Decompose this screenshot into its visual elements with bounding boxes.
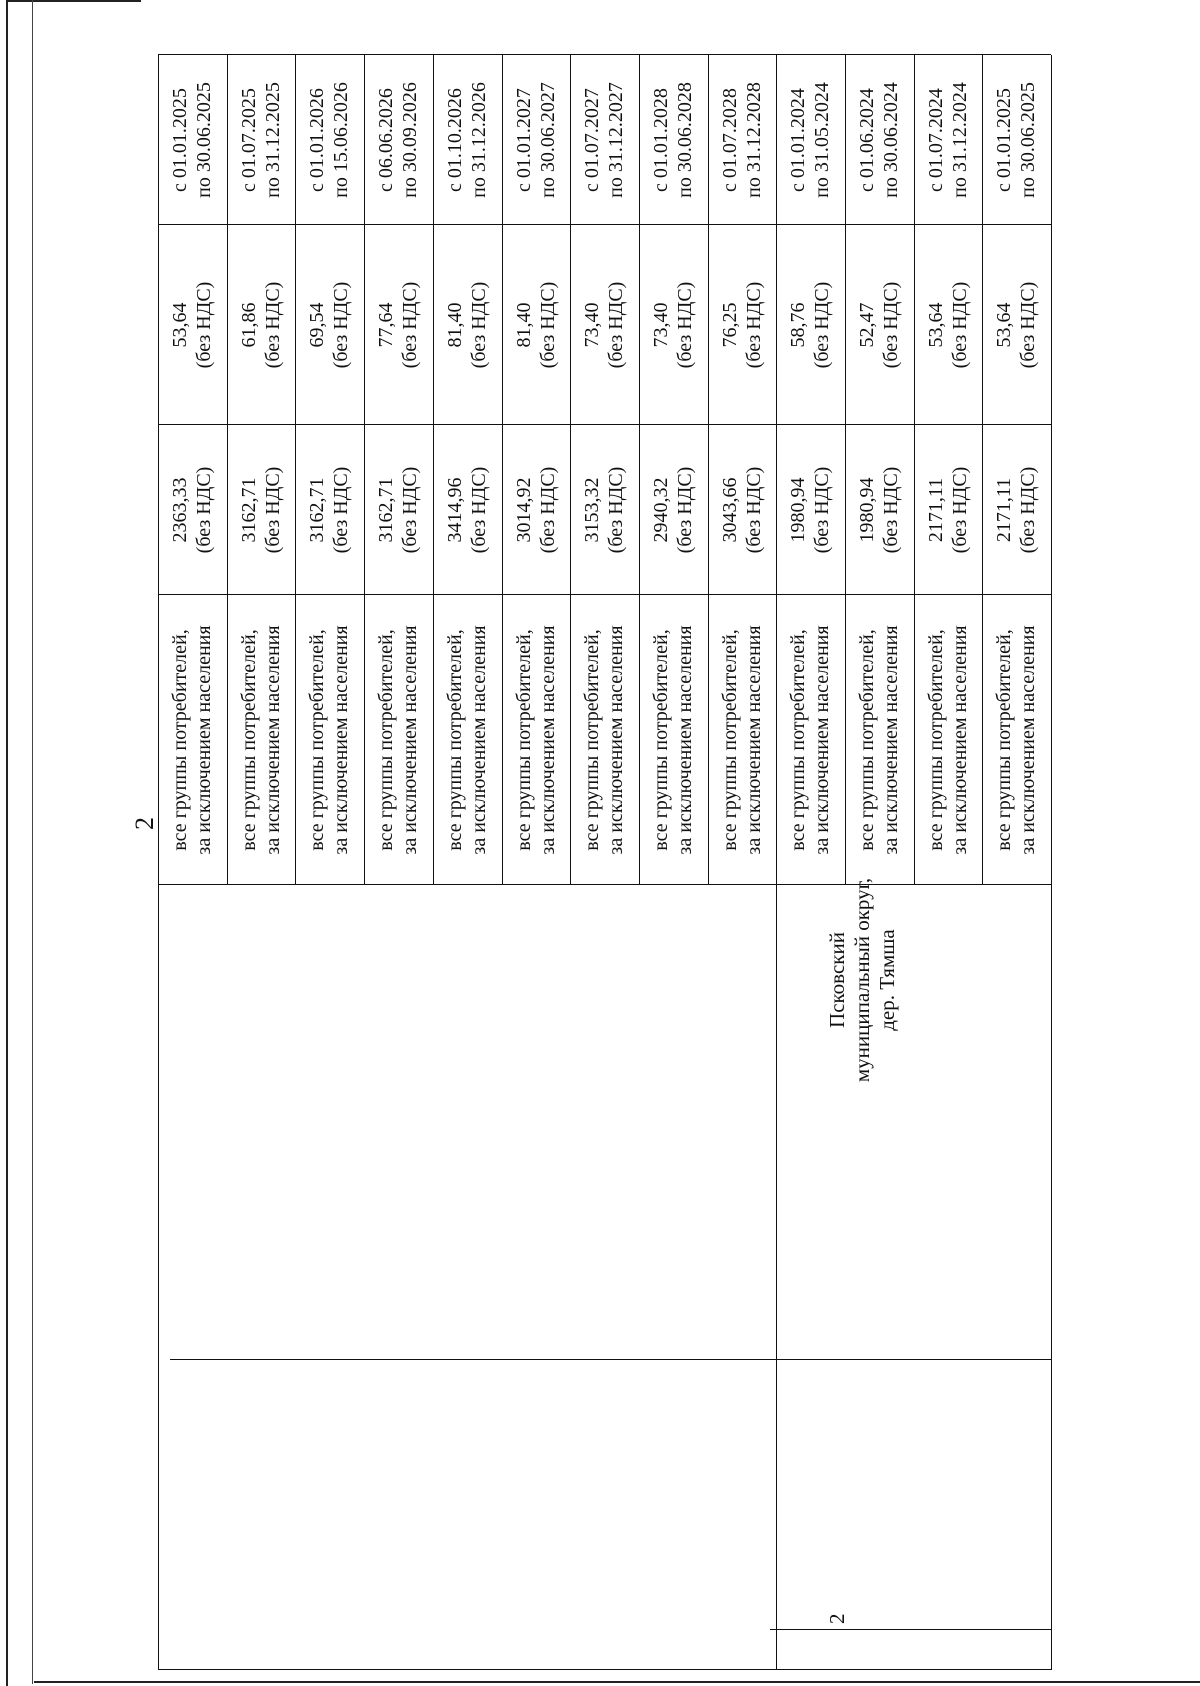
table-rule (639, 225, 640, 885)
cell-line: по 30.06.2025 (193, 82, 215, 198)
cell-line: (без НДС) (467, 466, 490, 554)
tariff-cell (718, 425, 766, 595)
consumer-group-cell (374, 595, 422, 885)
cell-line: с 01.01.2025 (993, 88, 1016, 192)
cell-line: все группы потребителей, (856, 629, 878, 851)
period-cell (924, 55, 972, 225)
cell-line: 69,54 (306, 302, 329, 348)
cell-line: с 01.07.2028 (718, 88, 741, 192)
table-rule (776, 225, 777, 885)
table-rule (708, 225, 709, 885)
cell-line: (без НДС) (811, 466, 834, 554)
table-rule (845, 55, 846, 225)
table-rule (639, 55, 640, 225)
cell-line: 81,40 (443, 302, 466, 348)
period-cell (855, 55, 903, 225)
cell-line: с 06.06.2026 (375, 88, 398, 192)
cell-line: все группы потребителей, (787, 629, 810, 851)
table-rule (570, 55, 571, 225)
cell-line: по 30.06.2027 (536, 82, 559, 198)
cell-line: (без НДС) (467, 281, 490, 369)
tariff-cell (512, 425, 560, 595)
tariff-cell (305, 425, 353, 595)
table-rule (570, 225, 571, 885)
page-border (6, 0, 141, 2)
table-rule (433, 225, 434, 885)
period-cell (374, 55, 422, 225)
cell-line: 2171,11 (924, 477, 947, 543)
cell-line: по 31.05.2024 (811, 82, 834, 198)
cell-line: 3043,66 (718, 477, 741, 543)
cell-line: все группы потребителей, (993, 629, 1016, 851)
cell-line: (без НДС) (399, 466, 422, 554)
consumer-group-cell (443, 595, 491, 885)
tariff-cell (168, 425, 216, 595)
period-cell (305, 55, 353, 225)
table-rule (914, 225, 915, 885)
cell-line: 3162,71 (237, 477, 260, 543)
period-cell (443, 55, 491, 225)
cell-line: за исключением населения (261, 625, 284, 855)
cell-line: (без НДС) (673, 281, 696, 369)
tariff-cell (580, 425, 628, 595)
cell-line: за исключением населения (880, 625, 902, 855)
consumer-group-cell (786, 595, 834, 885)
consumer-group-cell (649, 595, 697, 885)
cell-line: 76,25 (718, 302, 741, 348)
table-rule (776, 55, 777, 225)
cell-line: (без НДС) (811, 281, 834, 369)
cell-line: по 31.12.2027 (605, 82, 628, 198)
cell-line: 1980,94 (787, 477, 810, 543)
table-rule (708, 55, 709, 225)
cell-line: 3162,71 (306, 477, 329, 543)
cell-line: все группы потребителей, (306, 629, 329, 851)
cell-line: с 01.10.2026 (443, 88, 466, 192)
consumer-group-cell (924, 595, 972, 885)
cell-line: (без НДС) (880, 466, 902, 554)
period-cell (718, 55, 766, 225)
rate-cell (374, 225, 422, 425)
table-rule (914, 55, 915, 225)
cell-line: (без НДС) (880, 281, 902, 369)
period-cell (649, 55, 697, 225)
consumer-group-cell (512, 595, 560, 885)
cell-line: по 30.09.2026 (399, 82, 422, 198)
cell-line: за исключением населения (536, 625, 559, 855)
cell-line: с 01.07.2024 (924, 88, 947, 192)
rate-cell (168, 225, 216, 425)
cell-line: (без НДС) (193, 466, 215, 554)
rate-cell (786, 225, 834, 425)
cell-line: 3414,96 (443, 477, 466, 543)
region-line: Псковский (825, 932, 849, 1028)
tariff-table-sheet (130, 82, 1090, 1670)
cell-line: 77,64 (375, 302, 398, 348)
consumer-group-cell (237, 595, 285, 885)
table-rule (776, 885, 777, 1670)
cell-line: все группы потребителей, (649, 629, 672, 851)
cell-line: с 01.07.2027 (581, 88, 604, 192)
cell-line: все группы потребителей, (512, 629, 535, 851)
rate-cell (649, 225, 697, 425)
tariff-cell (855, 425, 903, 595)
cell-line: за исключением населения (1017, 625, 1040, 855)
cell-line: с 01.01.2028 (649, 88, 672, 192)
period-cell (580, 55, 628, 225)
cell-line: по 15.06.2026 (330, 82, 353, 198)
cell-line: 53,64 (924, 302, 947, 348)
cell-line: все группы потребителей, (924, 629, 947, 851)
cell-line: (без НДС) (536, 466, 559, 554)
table-rule (364, 55, 365, 225)
cell-line: 2363,33 (169, 477, 191, 543)
cell-line: с 01.07.2025 (237, 88, 260, 192)
rate-cell (512, 225, 560, 425)
rate-cell (992, 225, 1040, 425)
period-cell (237, 55, 285, 225)
cell-line: по 31.12.2025 (261, 82, 284, 198)
consumer-group-cell (855, 595, 903, 885)
cell-line: все группы потребителей, (375, 629, 398, 851)
cell-line: с 01.01.2027 (512, 88, 535, 192)
table-rule (982, 225, 983, 885)
rate-cell (855, 225, 903, 425)
period-cell (992, 55, 1040, 225)
cell-line: 73,40 (649, 302, 672, 348)
cell-line: все группы потребителей, (581, 629, 604, 851)
rate-cell (924, 225, 972, 425)
consumer-group-cell (718, 595, 766, 885)
cell-line: за исключением населения (605, 625, 628, 855)
cell-line: за исключением населения (467, 625, 490, 855)
cell-line: 58,76 (787, 302, 810, 348)
consumer-group-cell (580, 595, 628, 885)
cell-line: 1980,94 (856, 477, 878, 543)
cell-line: за исключением населения (742, 625, 765, 855)
cell-line: все группы потребителей, (237, 629, 260, 851)
cell-line: 61,86 (237, 302, 260, 348)
cell-line: 3014,92 (512, 477, 535, 543)
page-border (34, 1681, 1200, 1683)
cell-line: с 01.01.2026 (306, 88, 329, 192)
cell-line: с 01.06.2024 (856, 88, 878, 192)
cell-line: (без НДС) (673, 466, 696, 554)
cell-line: по 31.12.2028 (742, 82, 765, 198)
table-rule (364, 225, 365, 885)
cell-line: за исключением населения (399, 625, 422, 855)
table-rule (982, 55, 983, 225)
table-rule (227, 55, 228, 225)
cell-line: по 30.06.2028 (673, 82, 696, 198)
table-rule (158, 55, 159, 225)
cell-line: 73,40 (581, 302, 604, 348)
cell-line: (без НДС) (948, 281, 971, 369)
rate-cell (718, 225, 766, 425)
table-rule (845, 225, 846, 885)
table-rule (170, 1359, 1051, 1360)
page-border (6, 0, 8, 1686)
cell-line: все группы потребителей, (718, 629, 741, 851)
cell-line: по 31.12.2024 (948, 82, 971, 198)
cell-line: (без НДС) (605, 281, 628, 369)
period-cell (786, 55, 834, 225)
cell-line: 2940,32 (649, 477, 672, 543)
cell-line: по 30.06.2024 (880, 82, 902, 198)
row-number: 2 (825, 1613, 849, 1624)
rate-cell (443, 225, 491, 425)
cell-line: 2171,11 (993, 477, 1016, 543)
table-rule (502, 55, 503, 225)
region-line: муниципальный округ, (850, 877, 874, 1083)
table-rule (295, 225, 296, 885)
cell-line: 3162,71 (375, 477, 398, 543)
cell-line: (без НДС) (742, 281, 765, 369)
cell-line: 81,40 (512, 302, 535, 348)
cell-line: (без НДС) (193, 281, 215, 369)
cell-line: 3153,32 (581, 477, 604, 543)
rate-cell (580, 225, 628, 425)
cell-line: (без НДС) (605, 466, 628, 554)
tariff-cell (237, 425, 285, 595)
tariff-cell (374, 425, 422, 595)
cell-line: за исключением населения (948, 625, 971, 855)
cell-line: (без НДС) (330, 466, 353, 554)
cell-line: (без НДС) (399, 281, 422, 369)
cell-line: (без НДС) (330, 281, 353, 369)
cell-line: (без НДС) (1017, 466, 1040, 554)
page-number: 2 (130, 817, 159, 830)
cell-line: (без НДС) (261, 281, 284, 369)
cell-line: за исключением населения (811, 625, 834, 855)
cell-line: за исключением населения (673, 625, 696, 855)
cell-line: все группы потребителей, (443, 629, 466, 851)
table-rule (227, 225, 228, 885)
tariff-cell (786, 425, 834, 595)
region-cell (825, 860, 900, 1100)
cell-line: 52,47 (856, 302, 878, 348)
cell-line: с 01.01.2025 (169, 88, 191, 192)
table-rule (1051, 55, 1052, 225)
cell-line: за исключением населения (193, 625, 215, 855)
cell-line: по 30.06.2025 (1017, 82, 1040, 198)
cell-line: (без НДС) (536, 281, 559, 369)
cell-line: (без НДС) (261, 466, 284, 554)
period-cell (168, 55, 216, 225)
cell-line: за исключением населения (330, 625, 353, 855)
cell-line: (без НДС) (742, 466, 765, 554)
consumer-group-cell (992, 595, 1040, 885)
region-line: дер. Тямша (875, 929, 899, 1031)
table-rule (770, 1629, 1051, 1630)
period-cell (512, 55, 560, 225)
table-rule (502, 225, 503, 885)
table-rule (295, 55, 296, 225)
cell-line: 53,64 (169, 302, 191, 348)
cell-line: с 01.01.2024 (787, 88, 810, 192)
cell-line: все группы потребителей, (169, 629, 191, 851)
rate-cell (237, 225, 285, 425)
table-rule (433, 55, 434, 225)
table-rule (158, 225, 159, 1670)
table-rule (1051, 225, 1052, 1670)
consumer-group-cell (305, 595, 353, 885)
cell-line: (без НДС) (948, 466, 971, 554)
consumer-group-cell (168, 595, 216, 885)
tariff-cell (992, 425, 1040, 595)
cell-line: (без НДС) (1017, 281, 1040, 369)
rate-cell (305, 225, 353, 425)
page-border (32, 0, 33, 1684)
table-rule (158, 1669, 1051, 1670)
cell-line: 53,64 (993, 302, 1016, 348)
cell-line: по 31.12.2026 (467, 82, 490, 198)
tariff-cell (443, 425, 491, 595)
tariff-cell (924, 425, 972, 595)
tariff-cell (649, 425, 697, 595)
